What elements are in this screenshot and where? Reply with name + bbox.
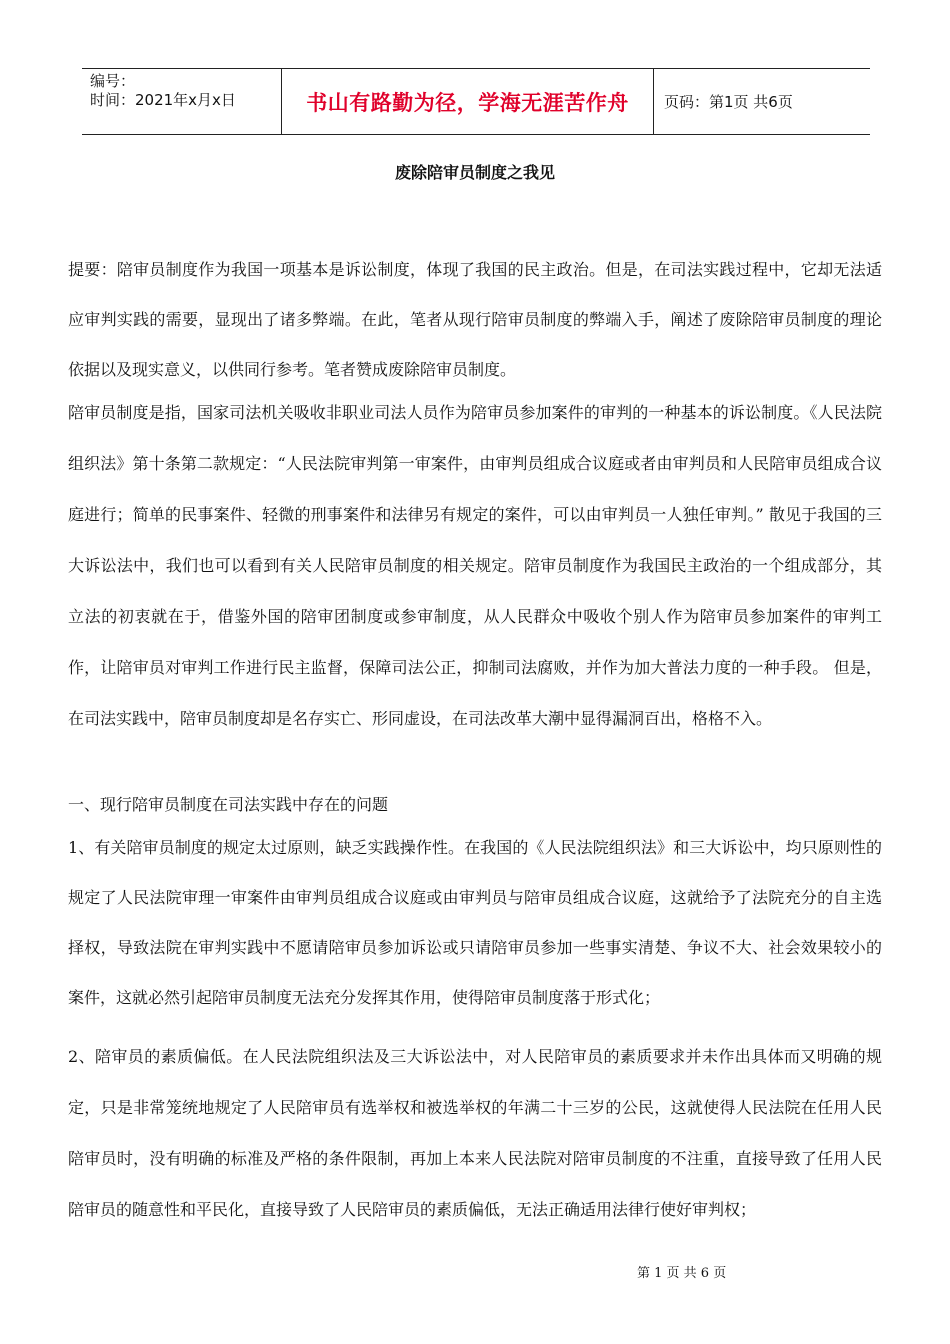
document-title: 废除陪审员制度之我见 xyxy=(394,163,555,182)
header-left-cell xyxy=(82,69,281,134)
paragraph-point-2: 2、陪审员的素质偏低。在人民法院组织法及三大诉讼法中，对人民陪审员的素质要求并未作出具体而又明确的规定，只是非常笼统地规定了人民陪审员有选举权和被选举权的年满二十三岁的公民，这就使得人民法院在任用人民陪审员时，没有明确的标准及严格的条件限制，再加上本来人民法院对陪审员制度的不注重，直接导致了任用人民陪审员的随意性和平民化，直接导致了人民陪审员的素质偏低，无法正确适用法律行使好审判权； xyxy=(68,1047,882,1219)
paragraph-definition: 陪审员制度是指，国家司法机关吸收非职业司法人员作为陪审员参加案件的审判的一种基本的诉讼制度。《人民法院组织法》第十条第二款规定：“人民法院审判第一审案件，由审判员组成合议庭或者由审判员和人民陪审员组成合议庭进行；简单的民事案件、轻微的刑事案件和法律另有规定的案件，可以由审判员一人独任审判。” 散见于我国的三大诉讼法中，我们也可以看到有关人民陪审员制度的相关规定。陪审员制度作为我国民主政治的一个组成部分，其立法的初衷就在于，借鉴外国的陪审团制度或参审制度，从人民群众中吸收个别人作为陪审员参加案件的审判工作，让陪审员对审判工作进行民主监督，保障司法公正，抑制司法腐败，并作为加大普法力度的一种手段。 但是，在司法实践中，陪审员制度却是名存实亡、形同虚设，在司法改革大潮中显得漏洞百出，格格不入。 xyxy=(68,403,882,728)
section-heading: 一、现行陪审员制度在司法实践中存在的问题 xyxy=(68,795,389,814)
page-footer: 第 1 页 共 6 页 xyxy=(637,1266,727,1281)
header-table xyxy=(82,68,870,135)
page-info: 页码：第1页 共6页 xyxy=(664,93,793,111)
motto: 书山有路勤为径，学海无涯苦作舟 xyxy=(281,69,654,134)
paragraph-summary: 提要：陪审员制度作为我国一项基本是诉讼制度，体现了我国的民主政治。但是，在司法实践过程中，它却无法适应审判实践的需要，显现出了诸多弊端。在此，笔者从现行陪审员制度的弊端入手，阐述了废除陪审员制度的理论依据以及现实意义，以供同行参考。笔者赞成废除陪审员制度。 xyxy=(68,260,882,379)
paragraph-point-1: 1、有关陪审员制度的规定太过原则，缺乏实践操作性。在我国的《人民法院组织法》和三大诉讼中，均只原则性的规定了人民法院审理一审案件由审判员组成合议庭或由审判员与陪审员组成合议庭，这就给予了法院充分的自主选择权，导致法院在审判实践中不愿请陪审员参加诉讼或只请陪审员参加一些事实清楚、争议不大、社会效果较小的案件，这就必然引起陪审员制度无法充分发挥其作用，使得陪审员制度落于形式化； xyxy=(68,838,882,1007)
time-label: 时间：2021年x月x日 xyxy=(90,91,236,109)
number-label: 编号： xyxy=(90,72,136,90)
